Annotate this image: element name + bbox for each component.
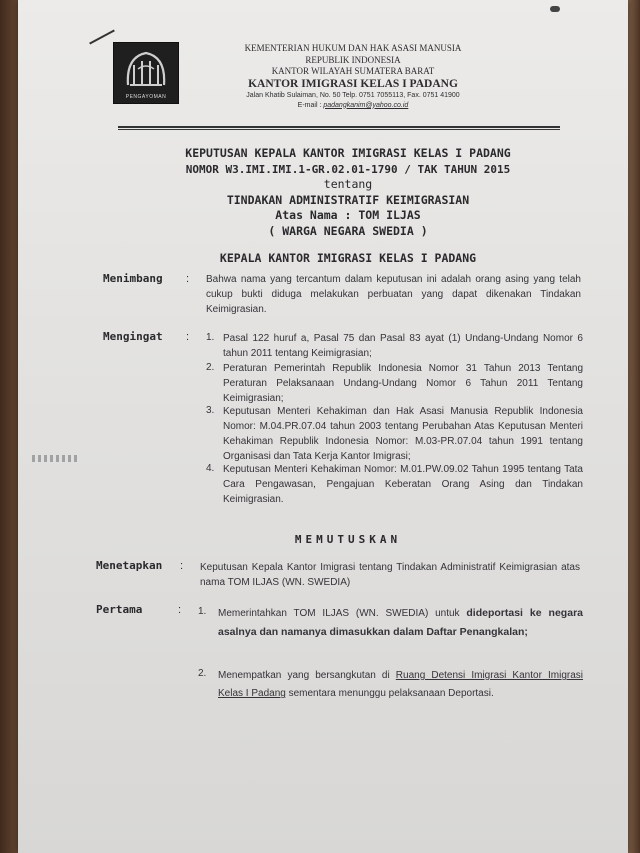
pertama-label: Pertama bbox=[96, 603, 143, 616]
detention-location: Ruang Detensi Imigrasi Kantor Imigrasi Kelas I Padang bbox=[218, 670, 583, 699]
menetapkan-colon: : bbox=[180, 560, 184, 572]
subject-name: Atas Nama : TOM ILJAS bbox=[275, 208, 421, 222]
title-subject: TINDAKAN ADMINISTRATIF KEIMIGRASIAN bbox=[226, 192, 470, 207]
ink-mark bbox=[550, 6, 560, 12]
pertama-item-1-number: 1. bbox=[198, 606, 207, 617]
pen-mark bbox=[89, 30, 115, 45]
pertama-item-2-number: 2. bbox=[198, 668, 207, 679]
office-email bbox=[188, 101, 518, 111]
title-tentang: tentang bbox=[323, 177, 373, 191]
decree-number: NOMOR W3.IMI.IMI.1-GR.02.01-1790 / TAK TAHUN 2015 bbox=[185, 162, 511, 176]
authority-heading: KEPALA KANTOR IMIGRASI KELAS I PADANG bbox=[219, 251, 477, 265]
pertama-item-2-text: Menempatkan yang bersangkutan di bbox=[218, 670, 396, 681]
mengingat-colon: : bbox=[186, 331, 190, 343]
mengingat-item-1: Pasal 122 huruf a, Pasal 75 dan Pasal 83 ayat (1) Undang-Undang Nomor 6 tahun 2011 tentang Keimigrasian; bbox=[223, 333, 583, 359]
menimbang-text: Bahwa nama yang tercantum dalam keputusan ini adalah orang asing yang telah cukup bukti diduga melakukan perbuatan yang dapat dikenakan Tindakan Keimigrasian. bbox=[206, 274, 581, 315]
letterhead-divider bbox=[118, 126, 560, 130]
mengingat-item-4: Keputusan Menteri Kehakiman Nomor: M.01.PW.09.02 Tahun 1995 tentang Tata Cara Pengawasan, Pengajuan Keberatan Orang Asing dan Tindakan Keimigrasian. bbox=[223, 464, 583, 505]
menimbang-colon: : bbox=[186, 273, 190, 285]
mengingat-item-3-number: 3. bbox=[206, 405, 215, 416]
ministry-logo bbox=[113, 42, 179, 104]
mengingat-item-3: Keputusan Menteri Kehakiman dan Hak Asasi Manusia Republik Indonesia Nomor: M.04.PR.07.04 tahun 2003 tentang Perubahan Atas Keputusan Menteri Kehakiman Republik Indonesia Nomor: M.03-PR.07.04 tahun 1991 tentang Organisasi dan Tata Kerja Kantor Imigrasi; bbox=[223, 406, 583, 462]
pertama-item-2 bbox=[218, 667, 583, 703]
letterhead bbox=[188, 43, 518, 111]
deportation-order: dideportasi ke negara asalnya dan namanya dimasukkan dalam Daftar Penangkalan; bbox=[218, 607, 583, 638]
pertama-colon: : bbox=[178, 604, 182, 616]
pertama-item-1 bbox=[218, 604, 583, 642]
menimbang-label: Menimbang bbox=[103, 272, 163, 285]
email-address: padangkanim@yahoo.co.id bbox=[323, 101, 409, 109]
office-address: Jalan Khatib Sulaiman, No. 50 Telp. 0751 7055113, Fax. 0751 41900 bbox=[246, 91, 460, 99]
email-label: E-mail : bbox=[297, 101, 322, 109]
menetapkan-text: Keputusan Kepala Kantor Imigrasi tentang Tindakan Administratif Keimigrasian atas nama TOM ILJAS (WN. SWEDIA) bbox=[200, 562, 580, 588]
subject-nationality: ( WARGA NEGARA SWEDIA ) bbox=[268, 223, 428, 238]
menetapkan-label: Menetapkan bbox=[96, 559, 163, 572]
document-page bbox=[18, 0, 628, 853]
office-name: KANTOR IMIGRASI KELAS I PADANG bbox=[248, 77, 458, 90]
ministry-name: KEMENTERIAN HUKUM DAN HAK ASASI MANUSIA bbox=[244, 43, 462, 53]
desk-background-right bbox=[626, 0, 640, 853]
title-line-1: KEPUTUSAN KEPALA KANTOR IMIGRASI KELAS I PADANG bbox=[185, 146, 511, 160]
decree-title bbox=[158, 146, 538, 239]
pertama-item-1-text: Memerintahkan TOM ILJAS (WN. SWEDIA) untuk bbox=[218, 608, 467, 619]
regional-office: KANTOR WILAYAH SUMATERA BARAT bbox=[271, 66, 435, 76]
memutuskan-heading: MEMUTUSKAN bbox=[294, 533, 402, 546]
mengingat-item-4-number: 4. bbox=[206, 463, 215, 474]
mengingat-item-2: Peraturan Pemerintah Republik Indonesia Nomor 31 Tahun 2013 Tentang Peraturan Pelaksanaan Undang-Undang Nomor 6 Tahun 2011 Tentang Keimigrasian; bbox=[223, 363, 583, 404]
country-name: REPUBLIK INDONESIA bbox=[305, 54, 401, 65]
logo-caption: PENGAYOMAN bbox=[125, 94, 167, 100]
mengingat-label: Mengingat bbox=[103, 330, 163, 343]
pertama-item-2-text-end: sementara menunggu pelaksanaan Deportasi. bbox=[285, 688, 494, 699]
margin-smudge bbox=[32, 455, 78, 462]
mengingat-item-1-number: 1. bbox=[206, 332, 215, 343]
mengingat-item-2-number: 2. bbox=[206, 362, 215, 373]
desk-background-left bbox=[0, 0, 20, 853]
